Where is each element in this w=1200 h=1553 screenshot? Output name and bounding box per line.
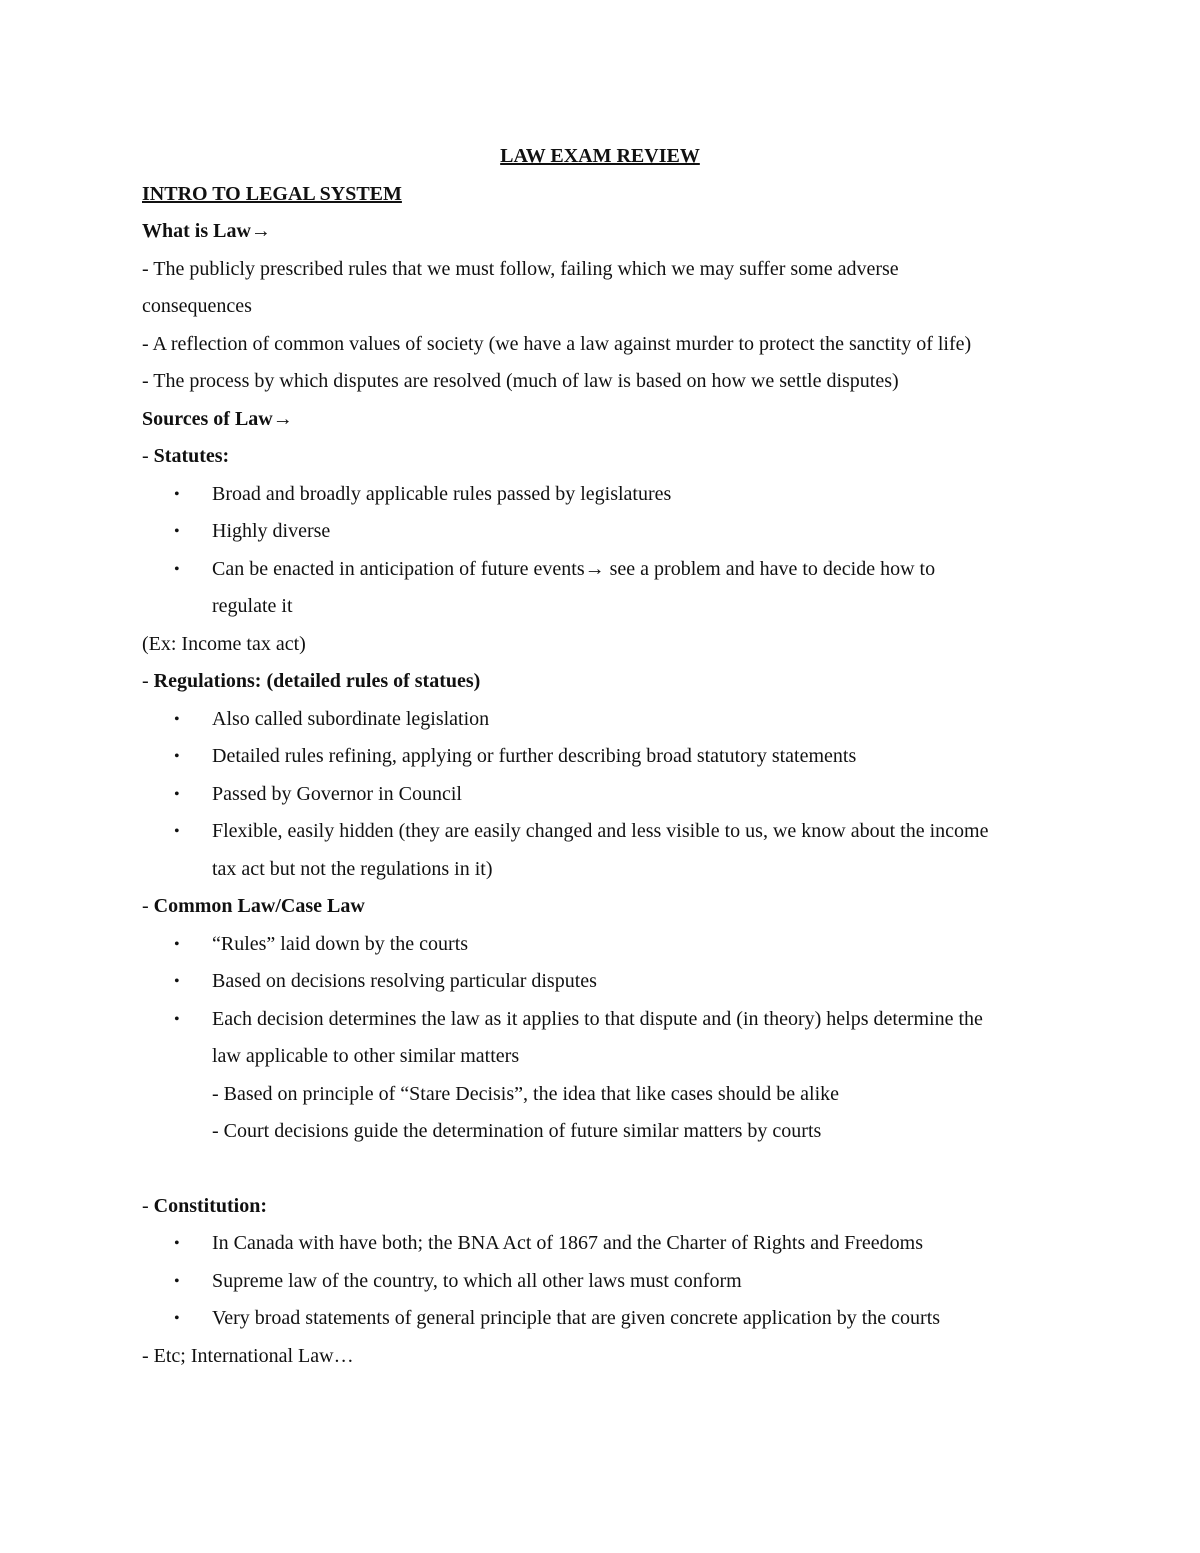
list-item: • Can be enacted in anticipation of future events→ see a problem and have to decide how to	[142, 551, 1062, 589]
regulations-heading: - Regulations: (detailed rules of statues)	[142, 670, 481, 692]
bullet-icon: •	[174, 973, 180, 990]
sub-item: - Court decisions guide the determination of future similar matters by courts	[212, 1120, 822, 1142]
arrow-icon: →	[272, 407, 293, 430]
section-heading: INTRO TO LEGAL SYSTEM	[142, 182, 402, 205]
bullet-icon: •	[174, 1010, 180, 1028]
list-item: • Flexible, easily hidden (they are easily changed and less visible to us, we know about the income	[142, 813, 1062, 851]
bullet-icon: •	[174, 523, 180, 540]
bullet-icon: •	[174, 1272, 180, 1290]
document-title: LAW EXAM REVIEW	[500, 145, 700, 167]
list-item: • Based on decisions resolving particular disputes	[142, 963, 1062, 1001]
list-item: • Passed by Governor in Council	[142, 776, 1062, 814]
list-item-continuation: regulate it	[212, 595, 293, 617]
list-item: • Broad and broadly applicable rules passed by legislatures	[142, 476, 1062, 514]
what-is-law-heading: What is Law→	[142, 220, 271, 242]
law-definition-3: - The process by which disputes are resolved (much of law is based on how we settle disputes)	[142, 370, 899, 392]
bullet-icon: •	[174, 710, 180, 728]
bullet-icon: •	[174, 785, 180, 803]
statutes-heading: - Statutes:	[142, 445, 230, 467]
bullet-icon: •	[174, 748, 180, 765]
list-item: • Detailed rules refining, applying or further describing broad statutory statements	[142, 738, 1062, 776]
statutes-example: (Ex: Income tax act)	[142, 632, 306, 655]
list-item-continuation: tax act but not the regulations in it)	[212, 857, 493, 880]
sub-item: - Based on principle of “Stare Decisis”, the idea that like cases should be alike	[212, 1082, 840, 1105]
document-body	[142, 138, 1062, 1375]
list-item: • Supreme law of the country, to which all other laws must conform	[142, 1263, 1062, 1301]
list-item: • Each decision determines the law as it applies to that dispute and (in theory) helps determine the	[142, 1001, 1062, 1039]
list-item: • Also called subordinate legislation	[142, 701, 1062, 739]
bullet-icon: •	[174, 485, 180, 503]
arrow-icon: →	[250, 220, 271, 242]
bullet-icon: •	[174, 560, 180, 578]
etc-line: - Etc; International Law…	[142, 1344, 354, 1367]
spacer	[142, 1151, 1062, 1188]
bullet-icon: •	[174, 823, 180, 840]
bullet-icon: •	[174, 935, 180, 953]
bullet-icon: •	[174, 1235, 180, 1252]
list-item: • “Rules” laid down by the courts	[142, 926, 1062, 964]
law-definition-1: - The publicly prescribed rules that we must follow, failing which we may suffer some adverse	[142, 257, 899, 280]
list-item: • Highly diverse	[142, 513, 1062, 551]
arrow-icon: →	[584, 557, 605, 580]
common-law-heading: - Common Law/Case Law	[142, 895, 365, 917]
law-definition-2: - A reflection of common values of society (we have a law against murder to protect the sanctity of life)	[142, 332, 972, 355]
sources-of-law-heading: Sources of Law→	[142, 407, 293, 430]
list-item-continuation: law applicable to other similar matters	[212, 1045, 520, 1067]
bullet-icon: •	[174, 1310, 180, 1327]
law-definition-1-cont: consequences	[142, 295, 252, 317]
constitution-heading: - Constitution:	[142, 1194, 268, 1217]
list-item: • Very broad statements of general principle that are given concrete application by the courts	[142, 1300, 1062, 1338]
list-item: • In Canada with have both; the BNA Act of 1867 and the Charter of Rights and Freedoms	[142, 1225, 1062, 1263]
